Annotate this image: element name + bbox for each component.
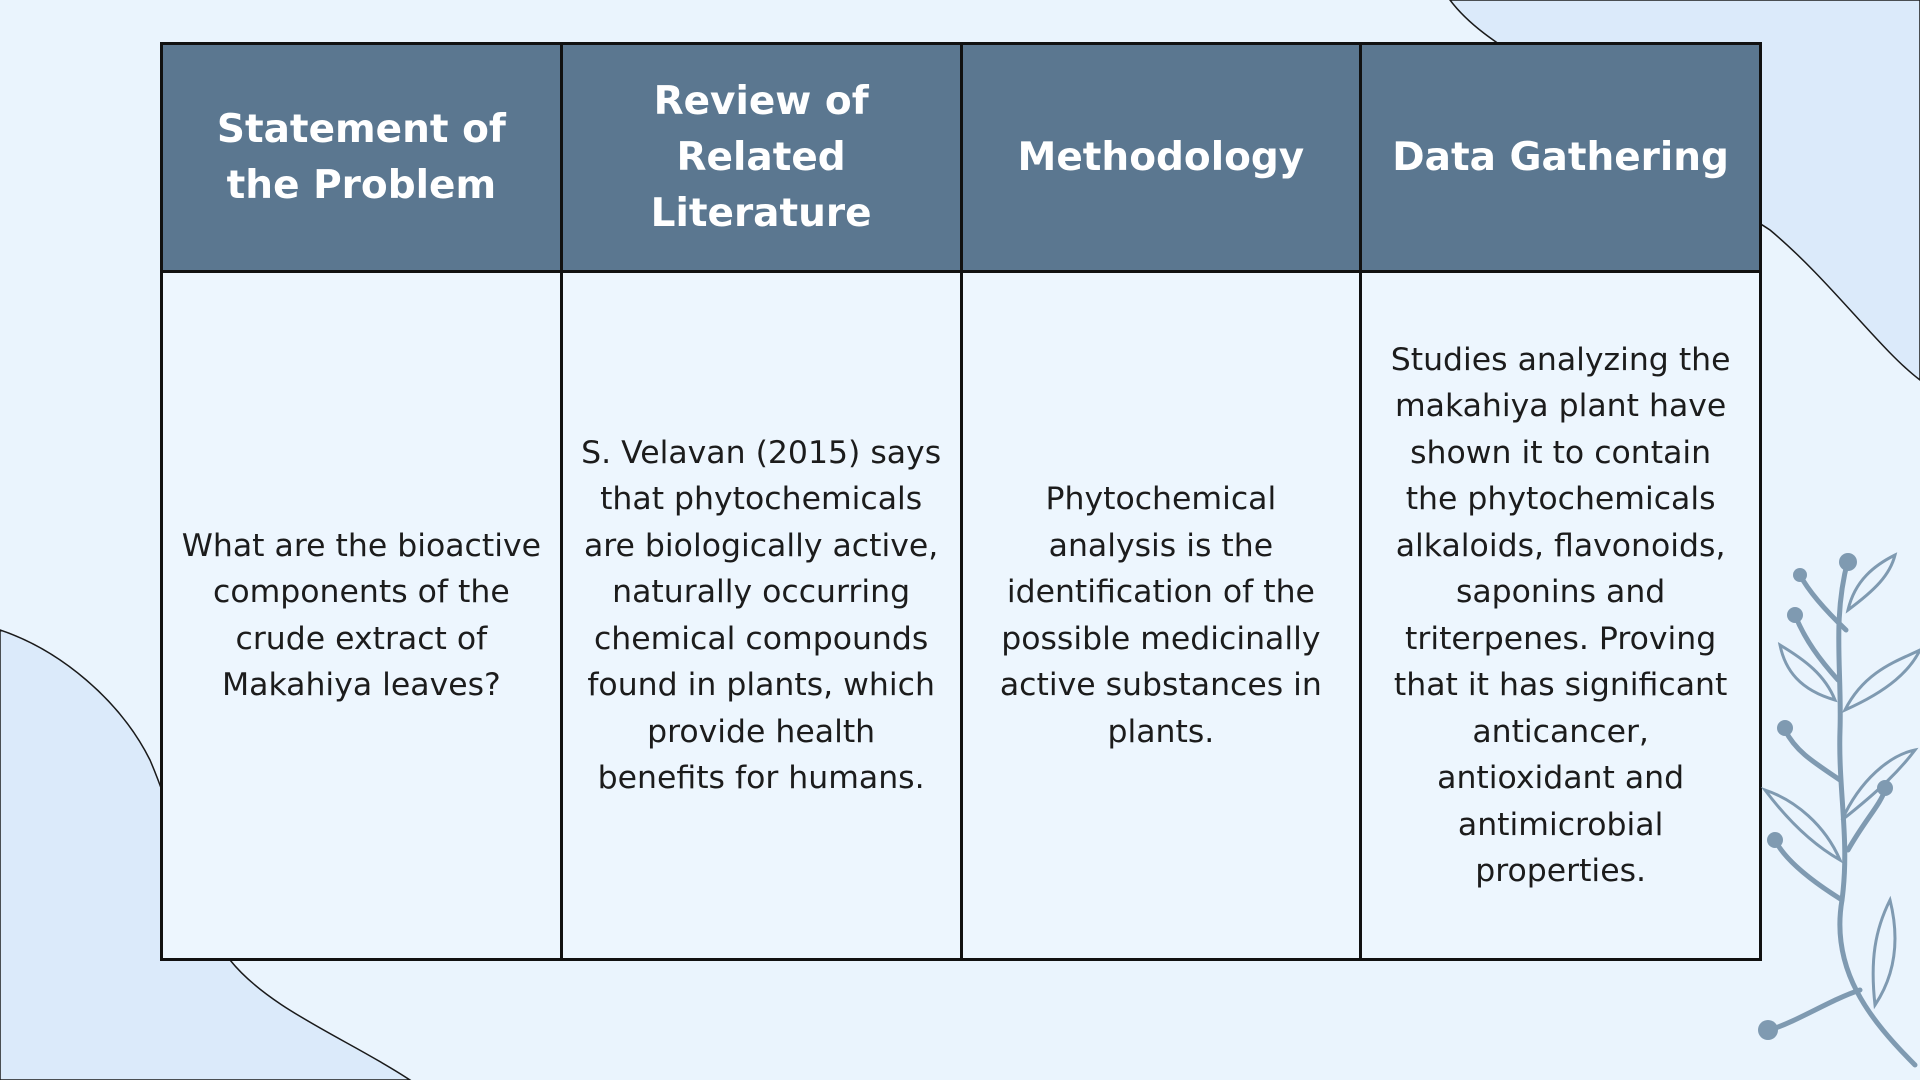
cell-methodology: Phytochemical analysis is the identification of the possible medicinally active substances in plants. <box>961 272 1361 960</box>
research-table <box>160 42 1762 961</box>
plant-leaf <box>1873 900 1895 1005</box>
plant-branch <box>1785 730 1840 780</box>
plant-bud <box>1758 1020 1778 1040</box>
plant-bud <box>1767 832 1783 848</box>
header-row <box>162 44 1761 272</box>
plant-bud <box>1787 607 1803 623</box>
header-data-gathering: Data Gathering <box>1361 44 1761 272</box>
plant-leaf <box>1845 650 1920 710</box>
plant-bud <box>1777 720 1793 736</box>
plant-leaf <box>1765 790 1840 860</box>
plant-bud <box>1877 780 1893 796</box>
plant-branch <box>1770 990 1860 1030</box>
content-row <box>162 272 1761 960</box>
plant-bud <box>1839 553 1857 571</box>
cell-data-gathering: Studies analyzing the makahiya plant have shown it to contain the phytochemicals alkaloids, flavonoids, saponins and triterpenes. Proving that it has significant anticancer, antioxidant and antimicrobial properties. <box>1361 272 1761 960</box>
plant-leaf <box>1780 645 1835 700</box>
plant-bud <box>1793 568 1807 582</box>
header-methodology: Methodology <box>961 44 1361 272</box>
header-statement-of-the-problem: Statement of the Problem <box>162 44 562 272</box>
plant-illustration <box>1750 550 1920 1080</box>
plant-branch <box>1775 840 1842 900</box>
cell-review-of-related-literature: S. Velavan (2015) says that phytochemicals are biologically active, naturally occurring chemical compounds found in plants, which provide health benefits for humans. <box>561 272 961 960</box>
header-review-of-related-literature: Review of Related Literature <box>561 44 961 272</box>
cell-statement-of-the-problem: What are the bioactive components of the crude extract of Makahiya leaves? <box>162 272 562 960</box>
